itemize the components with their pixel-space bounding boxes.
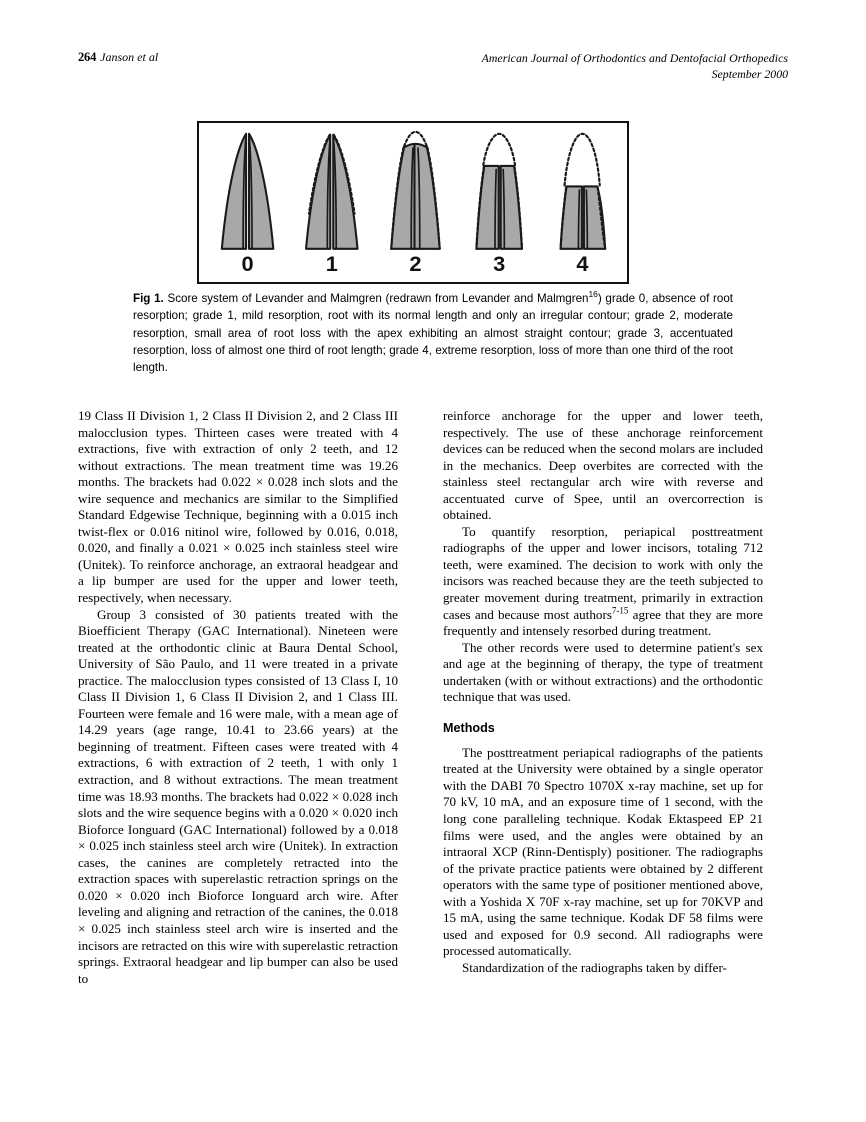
paragraph: Group 3 consisted of 30 patients treated with the Bioefficient Therapy (GAC International). Nineteen were treated at the orthodontic clinic at Baura Dental School, University of São Paulo, and 11 were treated in a private practice. The malocclusion types consisted of 13 Class I, 10 Class II Division 1, 6 Class II Division 2, and 1 Class III. Fourteen were female and 16 were male, with a mean age of 14.29 years (age range, 10.41 to 23.66 years) at the beginning of treatment. Fifteen cases were treated with 4 extractions, 6 with extraction of 2 teeth, 1 with only 1 extraction, and 8 without extractions. The mean treatment time was 18.93 months. The brackets had 0.022 × 0.028 inch slots and the wire sequence begins with a 0.020 × 0.020 inch Bioforce Ionguard (GAC International) followed by a 0.018 × 0.025 inch stainless steel arch wire (Unitek). In extraction cases, the canines are completely retracted into the extraction spaces with superelastic retraction springs on the 0.020 × 0.020 inch Bioforce Ionguard arch wire. After leveling and aligning and retraction of the canines, the 0.018 × 0.025 inch stainless steel arch wire is inserted and the incisors are retracted on this wire with superelastic retraction springs. Extraoral headgear and lip bumper can also be used to [78,606,398,986]
paragraph: reinforce anchorage for the upper and lower teeth, respectively. The use of these anchorage reinforcement devices can be reduced when the second molars are included in the mechanics. Deep overbites are corrected with the stainless steel rectangular arch wire with reverse and accentuated curve of Spee, until an overcorrection is obtained. [443,408,763,523]
paragraph-text-before-ref: To quantify resorption, periapical posttreatment radiographs of the upper and lower incisors, totaling 712 teeth, were examined. The decision to work with only the incisors was reached because they are the teeth subjected to greater movement during treatment, primarily in extraction cases and because most authors [443,523,763,622]
journal-name: American Journal of Orthodontics and Dentofacial Orthopedics [481,51,788,65]
figure-grade-label-4: 4 [576,251,589,277]
paragraph: Standardization of the radiographs taken by differ- [461,959,727,975]
tooth-diagram-grade-0 [222,134,274,276]
tooth-diagram-grade-1 [306,135,358,276]
figure-grade-label-1: 1 [325,251,338,277]
body-column-left [78,408,398,987]
figure-1-canvas [202,126,624,279]
paragraph: 19 Class II Division 1, 2 Class II Division 2, and 2 Class III malocclusion types. Thirteen cases were treated with 4 extractions, five with extraction of only 2 teeth, and 12 without extractions. The mean treatment time was 19.26 months. The brackets had 0.022 × 0.028 inch slots and the wire sequence and mechanics are similar to the Simplified Standard Edgewise Technique, beginning with a 0.015 inch twist-flex or 0.016 nitinol wire, followed by 0.016, 0.018, 0.020, and finally a 0.021 × 0.025 inch stainless steel wire (Unitek). To reinforce anchorage, an extraoral headgear and a lip bumper are used for the upper and lower teeth, respectively, when necessary. [78,408,398,606]
figure-1-caption-reference: 16 [588,289,598,300]
body-column-right [443,408,763,977]
page-number: 264 [78,50,97,64]
running-head [78,50,788,92]
figure-grade-label-3: 3 [493,251,506,277]
tooth-diagram-grade-4 [561,134,606,276]
running-head-left [78,50,158,65]
section-heading-methods: Methods [443,720,495,735]
running-head-right [482,50,788,82]
figure-grade-label-0: 0 [241,251,254,277]
paragraph: The other records were used to determine patient's sex and age at the beginning of therapy, the type of treatment undertaken (with or without extractions) and the orthodontic technique that was used. [443,639,763,705]
figure-1-caption [133,290,733,376]
figure-1-label: Fig 1. [133,292,164,305]
figure-1-image [197,121,629,284]
figure-1-caption-part2: ) grade 0, absence of root resorption; grade 1, mild resorption, root with its normal length and only an irregular contour; grade 2, moderate resorption, small area of root loss with the apex exhibiting an almost straight contour; grade 3, accentuated resorption, loss of almost one third of root length; grade 4, extreme resorption, loss of more than one third of the root length. [133,292,733,375]
figure-1-svg [202,126,624,279]
tooth-diagram-grade-2 [391,132,440,276]
tooth-diagram-grade-3 [476,134,522,276]
paragraph-text-after-ref: agree that they are more frequently and intensely resorbed during treatment. [443,606,763,639]
figure-1-caption-part1: Score system of Levander and Malmgren (redrawn from Levander and Malmgren [167,292,589,305]
paragraph [443,524,763,640]
citation-reference: 7-15 [611,605,629,616]
issue-date: September 2000 [711,67,788,81]
running-head-authors: Janson et al [100,50,159,64]
figure-grade-label-2: 2 [409,251,422,277]
paragraph: The posttreatment periapical radiographs of the patients treated at the University were obtained by a single operator with the DABI 70 Spectro 1070X x-ray machine, set up for 70 kV, 10 mA, and an exposure time of 1 second, with the long cone paralleling technique. Kodak Ektaspeed EP 21 films were used, and the angles were obtained by an intraoral XCP (Rinn-Dentisply) positioner. The radiographs of the private practice patients were obtained by 2 different operators with the same type of positioner mentioned above, with a Yoshida X 70F x-ray machine, set up for 70KVP and 15 mA, using the same technique. Kodak DF 58 films were used and exposed for 0.9 second. All radiographs were processed automatically. [443,744,763,959]
